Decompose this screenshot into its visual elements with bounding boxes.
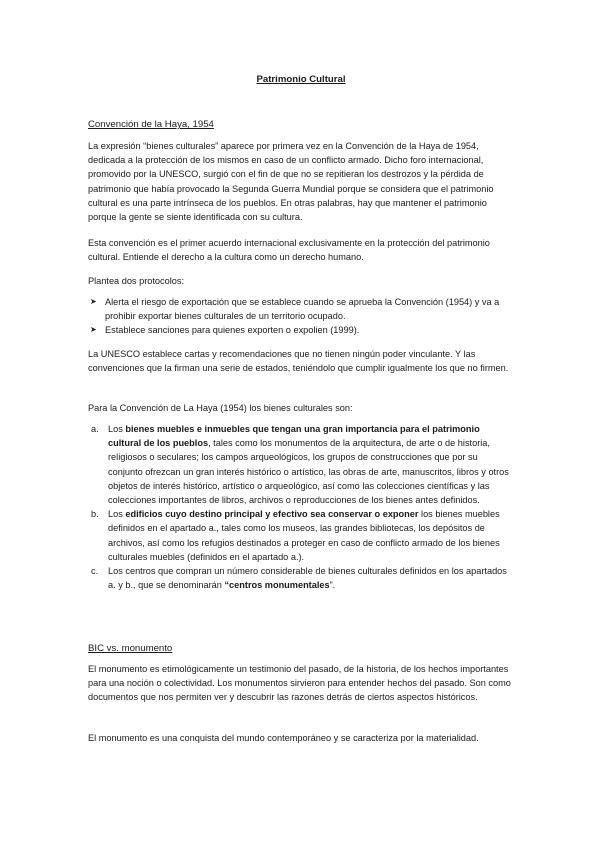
paragraph-text: La expresión “bienes culturales” aparece por primera vez en la Convención de la Haya de 1954, dedicada a la protección de los mismos en caso de un conflicto armado. Dicho foro internacional, promovido por la UNESCO, surgió con el fin de que no se repitieran los destrozos y la pérdida de patrimonio que había provocado la Segunda Guerra Mundial porque se considera que el patrimonio cultural es una parte intrínseca de los pueblos. En otras palabras, hay que mantener el patrimonio porque la gente se siente identificada con su cultura. xyxy=(88,141,494,223)
paragraph-intro xyxy=(88,139,514,224)
list-marker: b. xyxy=(91,509,99,520)
list-item-text: Los xyxy=(108,509,126,520)
bienes-list xyxy=(88,422,514,592)
protocol-list xyxy=(88,295,514,338)
arrow-bullet-icon: ➤ xyxy=(90,325,97,335)
paragraph-unesco xyxy=(88,347,514,375)
list-item-text: Los centros que compran un número considerable de bienes culturales definidos en los apartados a. y b., que se denominarán xyxy=(108,566,507,591)
paragraph-text: El monumento es una conquista del mundo contemporáneo y se caracteriza por la materialidad. xyxy=(88,733,479,743)
section-heading-text: BIC vs. monumento xyxy=(88,643,173,654)
list-item-text: ”. xyxy=(329,580,336,591)
paragraph-monumento xyxy=(88,662,514,705)
paragraph-text: Esta convención es el primer acuerdo internacional exclusivamente en la protección del patrimonio cultural. Entiende el derecho a la cultura como un derecho humano. xyxy=(88,238,490,263)
list-item-bold-text: edificios cuyo destino principal y efectivo sea conservar o exponer xyxy=(125,509,419,520)
list-item-bold-text: bienes muebles e inmuebles que tengan una gran importancia para el patrimonio cultural de los pueblos xyxy=(108,424,480,449)
paragraph-bienes xyxy=(88,401,514,415)
list-item-bold-text: “centros monumentales xyxy=(224,580,330,591)
paragraph-text: La UNESCO establece cartas y recomendaciones que no tienen ningún poder vinculante. Y las convenciones que la firman una serie de estados, teniéndolo que cumplir igualmente los que no firmen. xyxy=(88,349,509,374)
list-item xyxy=(88,295,514,323)
list-item-text: , tales como los monumentos de la arquitectura, de arte o de historia, religiosos o seculares; los campos arqueológicos, los grupos de construcciones que por su conjunto ofrezcan un gran interés histórico o artístico, las obras de arte, manuscritos, libros y otros objetos de interés histórico, artístico o arqueológico, así como las colecciones científicas y las colecciones importantes de libros, archivos o reproducciones de los bienes antes definidos. xyxy=(108,438,509,506)
paragraph-text: El monumento es etimológicamente un testimonio del pasado, de la historia, de los hechos importantes para una noción o colectividad. Los monumentos sirvieron para entender hechos del pasado. Son como documentos que nos permiten ver y descubrir las razones detrás de ciertos aspectos históricos. xyxy=(88,664,511,703)
paragraph-text: Para la Convención de La Haya (1954) los bienes culturales son: xyxy=(88,403,353,413)
paragraph-conquista xyxy=(88,731,514,745)
section-heading-convencion xyxy=(88,118,514,131)
list-item-text: Establece sanciones para quienes exporten o expolien (1999). xyxy=(105,325,360,336)
list-item-text: Los xyxy=(108,424,126,434)
list-item-text: los bienes muebles definidos en el apartado a., tales como los museos, las grandes bibliotecas, los depósitos de archivos, así como los refugios destinados a proteger en caso de conflicto armado de los bienes culturales muebles (definidos en el apartado a.). xyxy=(108,509,500,562)
paragraph-text: Plantea dos protocolos: xyxy=(88,276,185,286)
list-item xyxy=(88,564,514,592)
list-marker: a. xyxy=(91,424,99,434)
section-heading-text: Convención de la Haya, 1954 xyxy=(88,119,214,130)
list-marker: c. xyxy=(91,566,99,577)
list-item xyxy=(88,422,514,507)
section-heading-bic xyxy=(88,642,514,655)
arrow-bullet-icon: ➤ xyxy=(90,297,97,306)
list-item-text: Alerta el riesgo de exportación que se establece cuando se aprueba la Convención (1954) y va a prohibir exportar bienes culturales de un territorio ocupado. xyxy=(105,297,500,322)
document-title: Patrimonio Cultural xyxy=(256,74,346,85)
paragraph-acuerdo xyxy=(88,236,514,264)
paragraph-protocolos xyxy=(88,274,514,288)
list-item xyxy=(88,323,514,337)
list-item xyxy=(88,507,514,564)
